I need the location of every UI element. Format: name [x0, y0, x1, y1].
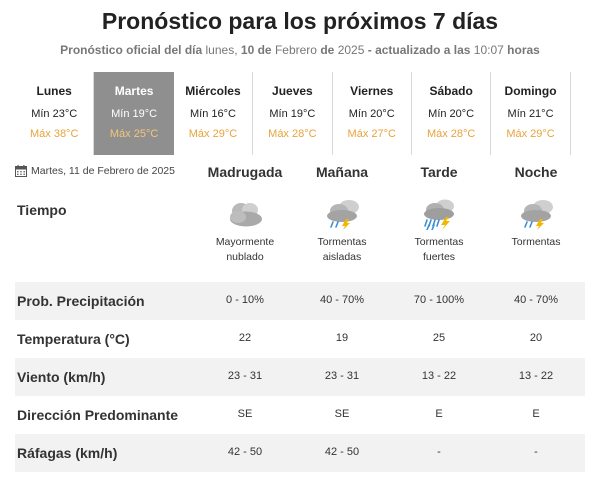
day-tabs [15, 72, 571, 155]
page-title: Pronóstico para los próximos 7 días [101, 8, 499, 34]
day-tab-miercoles[interactable] [174, 72, 253, 155]
day-max-temp: Máx 28°C [268, 128, 317, 140]
row-value: E [435, 408, 443, 420]
day-max-temp: Máx 27°C [347, 128, 396, 140]
row-value: 42 - 50 [324, 446, 360, 458]
day-name: Lunes [36, 84, 72, 98]
day-max-temp: Máx 38°C [29, 128, 79, 140]
subtitle-time: 10:07 [473, 43, 504, 57]
row-label: Dirección Predominante [17, 407, 179, 423]
row-direccion [15, 396, 585, 434]
row-value: 23 - 31 [227, 370, 263, 382]
day-name: Miércoles [185, 84, 241, 98]
row-temperatura [15, 320, 585, 358]
row-value: 20 [529, 332, 543, 344]
row-value: - [534, 446, 538, 458]
row-value: 42 - 50 [227, 446, 263, 458]
day-tab-jueves[interactable] [253, 72, 332, 155]
weather-desc-line1: Tormentas [317, 236, 367, 248]
day-name: Sábado [429, 84, 473, 98]
row-value: SE [237, 408, 253, 420]
day-max-temp: Máx 25°C [109, 128, 159, 140]
row-value: E [532, 408, 540, 420]
day-min-temp: Mín 16°C [189, 108, 236, 120]
subtitle-month: Febrero [274, 43, 317, 57]
forecast-subtitle [0, 43, 600, 57]
period-header-manana: Mañana [315, 164, 369, 180]
weather-desc-line1: Tormentas [511, 236, 561, 248]
row-value: 13 - 22 [421, 370, 457, 382]
subtitle-year: 2025 [337, 43, 365, 57]
thunderstorm-icon [516, 198, 556, 230]
weather-cell-manana [293, 198, 391, 265]
row-value: SE [334, 408, 350, 420]
weather-cell-madrugada [196, 198, 294, 265]
day-tab-martes[interactable] [94, 72, 173, 155]
period-header-madrugada: Madrugada [207, 164, 283, 180]
detail-date-text: Martes, 11 de Febrero de 2025 [31, 165, 175, 177]
calendar-icon [15, 165, 27, 177]
subtitle-prefix: Pronóstico oficial del día [60, 43, 203, 57]
row-label: Viento (km/h) [17, 369, 106, 385]
day-min-temp: Mín 20°C [348, 108, 395, 120]
weather-desc-line1: Tormentas [414, 236, 464, 248]
day-tab-domingo[interactable] [491, 72, 570, 155]
row-value: 40 - 70% [319, 294, 365, 306]
weather-cell-noche [487, 198, 585, 250]
subtitle-day: 10 [240, 43, 255, 57]
weather-cell-tarde [390, 198, 488, 265]
day-min-temp: Mín 19°C [269, 108, 316, 120]
row-label: Prob. Precipitación [17, 293, 145, 309]
day-min-temp: Mín 21°C [507, 108, 554, 120]
row-value: 22 [238, 332, 252, 344]
tiempo-label: Tiempo [17, 202, 67, 218]
row-value: 13 - 22 [518, 370, 554, 382]
day-name: Domingo [504, 84, 557, 98]
period-header-tarde: Tarde [420, 164, 458, 180]
day-tab-viernes[interactable] [333, 72, 412, 155]
heavy-thunderstorm-icon [419, 198, 459, 230]
day-max-temp: Máx 29°C [188, 128, 238, 140]
day-max-temp: Máx 28°C [426, 128, 476, 140]
day-tab-sabado[interactable] [412, 72, 491, 155]
weather-desc-line1: Mayormente [215, 236, 275, 248]
row-value: 19 [335, 332, 349, 344]
row-value: 0 - 10% [226, 294, 264, 306]
weather-desc-line2: fuertes [422, 251, 456, 263]
row-value: 25 [432, 332, 446, 344]
row-value: - [437, 446, 441, 458]
subtitle-de1: de [257, 43, 272, 57]
day-min-temp: Mín 19°C [111, 108, 158, 120]
detail-date [15, 165, 175, 177]
row-rafagas [15, 434, 585, 472]
weather-desc-line2: aisladas [322, 251, 362, 263]
day-min-temp: Mín 23°C [31, 108, 78, 120]
row-label: Temperatura (°C) [17, 331, 130, 347]
day-name: Jueves [272, 84, 313, 98]
subtitle-updated: - actualizado a las [367, 43, 471, 57]
period-header-noche: Noche [514, 164, 558, 180]
day-max-temp: Máx 29°C [506, 128, 555, 140]
row-viento [15, 358, 585, 396]
subtitle-de2: de [320, 43, 335, 57]
row-label: Ráfagas (km/h) [17, 445, 118, 461]
row-value: 23 - 31 [324, 370, 360, 382]
row-value: 70 - 100% [413, 294, 465, 306]
cloudy-icon [225, 198, 265, 230]
row-prob-precipitacion [15, 282, 585, 320]
day-tab-lunes[interactable] [15, 72, 94, 155]
weather-desc-line2: nublado [226, 251, 264, 263]
day-min-temp: Mín 20°C [428, 108, 475, 120]
thunderstorm-icon [322, 198, 362, 230]
subtitle-suffix: horas [507, 43, 540, 57]
row-value: 40 - 70% [513, 294, 559, 306]
day-name: Viernes [350, 84, 394, 98]
day-name: Martes [114, 84, 154, 98]
subtitle-weekday: lunes, [205, 43, 238, 57]
